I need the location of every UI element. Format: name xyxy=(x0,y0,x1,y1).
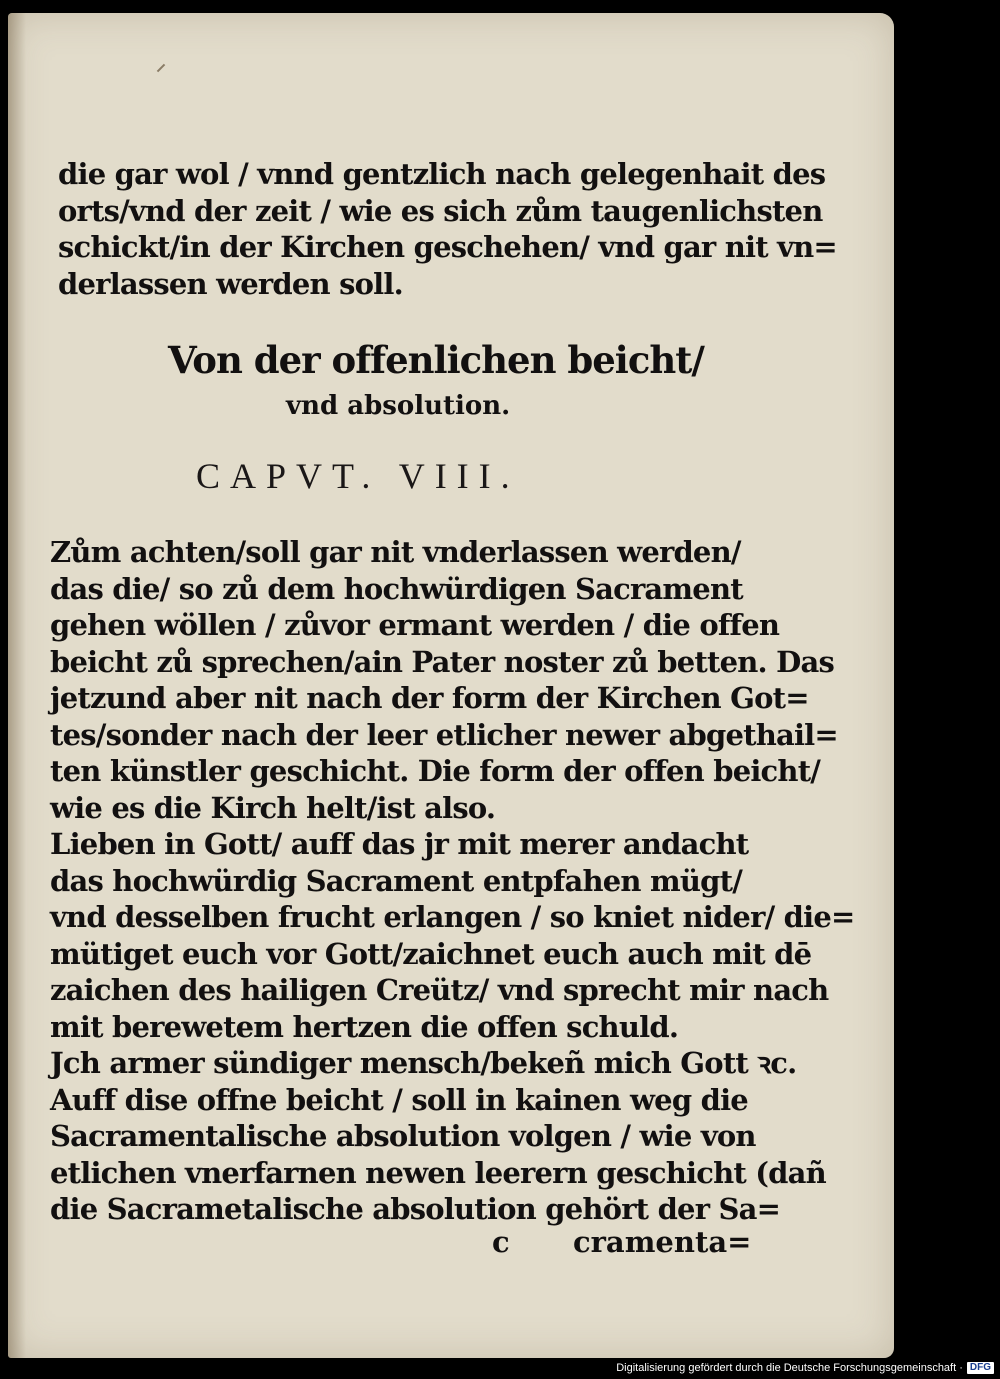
book-page xyxy=(8,13,894,1358)
text-line: mit berewetem hertzen die offen schuld. xyxy=(50,1009,679,1044)
text-line: vnd desselben frucht erlangen / so kniet nider/ die= xyxy=(50,900,855,934)
text-line: derlassen werden soll. xyxy=(58,266,403,301)
dfg-logo-icon[interactable]: DFG xyxy=(967,1362,994,1374)
text-line: mütiget euch vor Gott/zaichnet euch auch mit dē xyxy=(50,936,812,971)
text-line: das hochwürdig Sacrament entpfahen mügt/ xyxy=(50,863,743,898)
pen-mark xyxy=(157,64,165,72)
text-line: etlichen vnerfarnen newen leerern geschicht (dañ xyxy=(50,1155,826,1190)
text-line: ten künstler geschicht. Die form der offen beicht/ xyxy=(50,754,821,788)
signature-mark: c xyxy=(492,1225,510,1259)
text-line: beicht zů sprechen/ain Pater noster zů betten. Das xyxy=(50,644,834,679)
footer-credit xyxy=(616,1360,994,1376)
paragraph-continuation xyxy=(58,156,837,302)
section-subheading: vnd absolution. xyxy=(286,391,511,421)
text-line: Jch armer sündiger mensch/bekeñ mich Gott ꝛc. xyxy=(50,1046,797,1080)
text-line: zaichen des hailigen Creütz/ vnd sprecht mir nach xyxy=(50,973,829,1007)
text-line: wie es die Kirch helt/ist also. xyxy=(50,790,496,825)
text-line: das die/ so zů dem hochwürdigen Sacrament xyxy=(50,571,743,606)
catchword: cramenta= xyxy=(573,1225,752,1259)
chapter-body xyxy=(50,534,855,1228)
text-line: gehen wöllen / zůvor ermant werden / die offen xyxy=(50,608,780,642)
text-line: Auff dise offne beicht / soll in kainen weg die xyxy=(50,1082,748,1117)
text-line: Zům achten/soll gar nit vnderlassen werden/ xyxy=(50,535,741,569)
funding-credit-text: Digitalisierung gefördert durch die Deutsche Forschungsgemeinschaft · xyxy=(616,1362,963,1374)
text-line: tes/sonder nach der leer etlicher newer abgethail= xyxy=(50,717,838,752)
text-line: orts/vnd der zeit / wie es sich zům taugenlichsten xyxy=(58,193,823,228)
text-line: Lieben in Gott/ auff das jr mit merer andacht xyxy=(50,827,749,861)
chapter-number: CAPVT. VIII. xyxy=(196,456,520,496)
section-heading: Von der offenlichen beicht/ xyxy=(168,338,704,382)
text-line: Sacramentalische absolution volgen / wie von xyxy=(50,1119,756,1153)
text-line: die Sacrametalische absolution gehört der Sa= xyxy=(50,1192,781,1226)
text-line: schickt/in der Kirchen geschehen/ vnd gar nit vn= xyxy=(58,230,837,264)
text-line: jetzund aber nit nach der form der Kirchen Got= xyxy=(50,681,809,715)
text-line: die gar wol / vnnd gentzlich nach gelegenhait des xyxy=(58,157,826,191)
